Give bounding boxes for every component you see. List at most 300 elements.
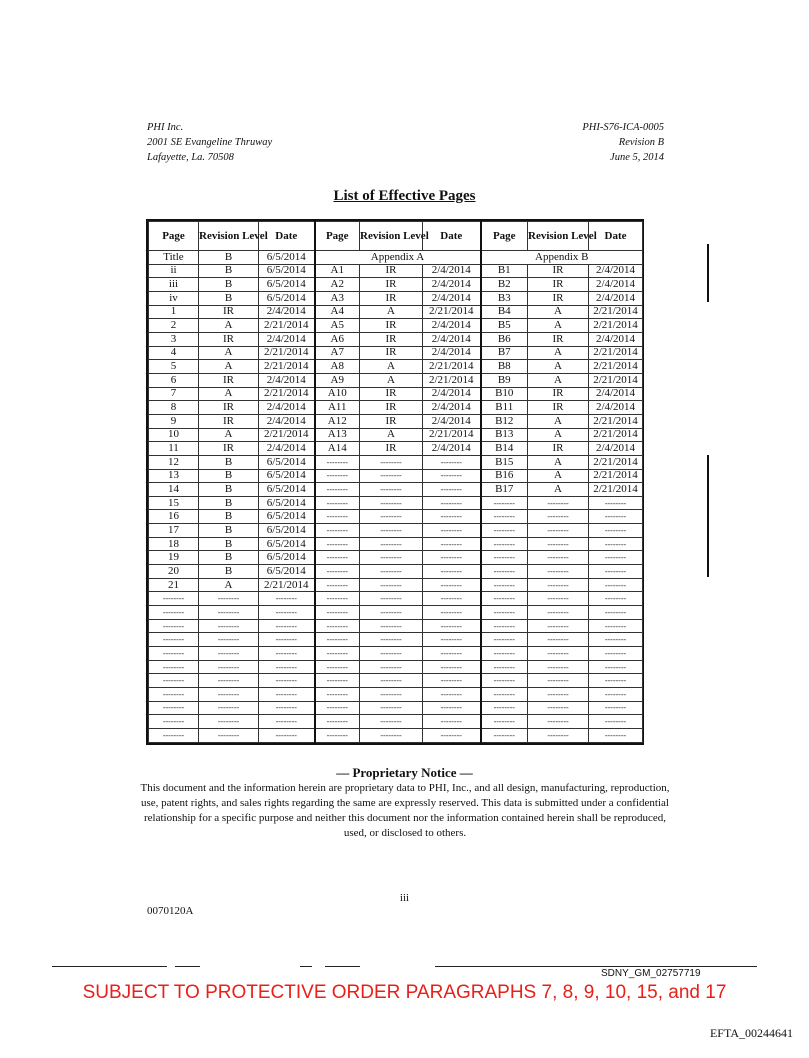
company-name: PHI Inc. bbox=[147, 122, 184, 133]
table-cell: -------- bbox=[199, 619, 259, 633]
table-cell: -------- bbox=[423, 688, 481, 702]
table-cell: -------- bbox=[315, 496, 360, 510]
table-cell: 2/4/2014 bbox=[589, 442, 643, 456]
table-cell: 2/4/2014 bbox=[589, 401, 643, 415]
table-cell: 5 bbox=[149, 360, 199, 374]
table-cell: A bbox=[528, 428, 589, 442]
table-cell: iii bbox=[149, 278, 199, 292]
table-cell: -------- bbox=[149, 674, 199, 688]
appendix-heading-cell: Appendix B bbox=[481, 251, 643, 265]
table-cell: -------- bbox=[481, 496, 528, 510]
table-cell: -------- bbox=[528, 551, 589, 565]
table-cell: -------- bbox=[360, 469, 423, 483]
table-row bbox=[149, 647, 643, 661]
table-cell: 2/4/2014 bbox=[423, 401, 481, 415]
table-cell: B15 bbox=[481, 455, 528, 469]
table-cell: -------- bbox=[528, 688, 589, 702]
table-cell: -------- bbox=[360, 660, 423, 674]
table-cell: -------- bbox=[589, 660, 643, 674]
table-cell: IR bbox=[360, 278, 423, 292]
table-cell: -------- bbox=[360, 483, 423, 497]
table-cell: -------- bbox=[528, 510, 589, 524]
table-row bbox=[149, 619, 643, 633]
footer-rule bbox=[325, 966, 360, 967]
table-cell: 2/21/2014 bbox=[589, 319, 643, 333]
table-cell: 14 bbox=[149, 483, 199, 497]
table-cell: -------- bbox=[315, 510, 360, 524]
table-cell: -------- bbox=[360, 578, 423, 592]
table-cell: B17 bbox=[481, 483, 528, 497]
table-cell: IR bbox=[199, 305, 259, 319]
table-cell: A bbox=[528, 305, 589, 319]
doc-date: June 5, 2014 bbox=[610, 152, 664, 163]
table-cell: -------- bbox=[149, 660, 199, 674]
table-cell: -------- bbox=[315, 483, 360, 497]
table-cell: ii bbox=[149, 264, 199, 278]
table-cell: IR bbox=[199, 401, 259, 415]
table-cell: 6/5/2014 bbox=[259, 278, 315, 292]
table-cell: -------- bbox=[315, 592, 360, 606]
table-cell: B bbox=[199, 565, 259, 579]
footer-rule bbox=[175, 966, 200, 967]
table-cell: B7 bbox=[481, 346, 528, 360]
table-cell: -------- bbox=[199, 592, 259, 606]
table-body bbox=[149, 251, 643, 743]
table-cell: 2/4/2014 bbox=[589, 291, 643, 305]
table-cell: 6/5/2014 bbox=[259, 291, 315, 305]
table-cell: -------- bbox=[315, 524, 360, 538]
table-cell: -------- bbox=[423, 674, 481, 688]
table-cell: B8 bbox=[481, 360, 528, 374]
table-cell: -------- bbox=[315, 688, 360, 702]
table-cell: A bbox=[199, 346, 259, 360]
table-cell: B bbox=[199, 483, 259, 497]
table-cell: B2 bbox=[481, 278, 528, 292]
table-row bbox=[149, 578, 643, 592]
table-cell: -------- bbox=[589, 674, 643, 688]
table-cell: -------- bbox=[528, 606, 589, 620]
table-cell: -------- bbox=[589, 633, 643, 647]
table-cell: -------- bbox=[360, 633, 423, 647]
table-row bbox=[149, 701, 643, 715]
table-cell: 2/4/2014 bbox=[259, 332, 315, 346]
col-header: Page bbox=[481, 222, 528, 251]
table-cell: A bbox=[528, 360, 589, 374]
table-cell: A bbox=[528, 414, 589, 428]
table-cell: -------- bbox=[423, 537, 481, 551]
table-row bbox=[149, 728, 643, 742]
table-row bbox=[149, 319, 643, 333]
table-cell: -------- bbox=[589, 606, 643, 620]
table-cell: 2/4/2014 bbox=[589, 332, 643, 346]
table-cell: 6/5/2014 bbox=[259, 251, 315, 265]
table-cell: -------- bbox=[199, 701, 259, 715]
table-row bbox=[149, 674, 643, 688]
table-cell: 2/4/2014 bbox=[589, 278, 643, 292]
table-cell: -------- bbox=[259, 674, 315, 688]
table-cell: iv bbox=[149, 291, 199, 305]
table-row bbox=[149, 606, 643, 620]
table-cell: 2/4/2014 bbox=[423, 346, 481, 360]
table-cell: -------- bbox=[423, 633, 481, 647]
table-row bbox=[149, 278, 643, 292]
bates-number: SDNY_GM_02757719 bbox=[601, 968, 701, 979]
table-cell: B bbox=[199, 251, 259, 265]
company-city: Lafayette, La. 70508 bbox=[147, 152, 234, 163]
table-cell: -------- bbox=[481, 701, 528, 715]
table-cell: A bbox=[360, 305, 423, 319]
table-cell: B bbox=[199, 510, 259, 524]
table-cell: -------- bbox=[589, 510, 643, 524]
table-cell: 6/5/2014 bbox=[259, 264, 315, 278]
table-cell: A3 bbox=[315, 291, 360, 305]
table-cell: -------- bbox=[360, 647, 423, 661]
table-cell: A bbox=[199, 387, 259, 401]
table-cell: -------- bbox=[481, 578, 528, 592]
table-cell: -------- bbox=[481, 510, 528, 524]
header-right bbox=[582, 120, 664, 165]
table-cell: 2/21/2014 bbox=[423, 428, 481, 442]
table-cell: 2/4/2014 bbox=[589, 387, 643, 401]
table-cell: -------- bbox=[315, 606, 360, 620]
table-cell: IR bbox=[199, 442, 259, 456]
table-cell: 2/21/2014 bbox=[423, 360, 481, 374]
table-cell: -------- bbox=[423, 715, 481, 729]
table-cell: -------- bbox=[360, 592, 423, 606]
table-cell: -------- bbox=[423, 578, 481, 592]
table-cell: -------- bbox=[315, 469, 360, 483]
table-row bbox=[149, 660, 643, 674]
table-cell: 2/21/2014 bbox=[589, 414, 643, 428]
table-row bbox=[149, 428, 643, 442]
table-cell: IR bbox=[360, 346, 423, 360]
table-cell: IR bbox=[360, 401, 423, 415]
table-row bbox=[149, 510, 643, 524]
table-row bbox=[149, 346, 643, 360]
table-cell: 2/21/2014 bbox=[259, 578, 315, 592]
table-cell: -------- bbox=[589, 524, 643, 538]
table-cell: 6/5/2014 bbox=[259, 469, 315, 483]
table-cell: -------- bbox=[199, 715, 259, 729]
table-cell: -------- bbox=[423, 619, 481, 633]
table-cell: IR bbox=[528, 332, 589, 346]
table-cell: -------- bbox=[481, 660, 528, 674]
table-cell: -------- bbox=[589, 701, 643, 715]
table-cell: -------- bbox=[528, 619, 589, 633]
table-cell: A bbox=[199, 360, 259, 374]
table-cell: -------- bbox=[259, 688, 315, 702]
table-cell: 2/21/2014 bbox=[589, 360, 643, 374]
table-cell: IR bbox=[360, 442, 423, 456]
table-cell: -------- bbox=[528, 592, 589, 606]
col-header: Page bbox=[315, 222, 360, 251]
table-cell: -------- bbox=[149, 606, 199, 620]
table-cell: B bbox=[199, 455, 259, 469]
table-cell: -------- bbox=[315, 619, 360, 633]
table-cell: A bbox=[360, 428, 423, 442]
table-cell: -------- bbox=[360, 565, 423, 579]
table-cell: -------- bbox=[315, 537, 360, 551]
table-cell: 2/21/2014 bbox=[589, 305, 643, 319]
table-cell: -------- bbox=[528, 524, 589, 538]
doc-revision: Revision B bbox=[618, 137, 664, 148]
col-header: Date bbox=[589, 222, 643, 251]
doc-id: PHI-S76-ICA-0005 bbox=[582, 122, 664, 133]
table-cell: IR bbox=[528, 442, 589, 456]
table-cell: -------- bbox=[149, 592, 199, 606]
table-cell: -------- bbox=[199, 647, 259, 661]
table-cell: -------- bbox=[528, 701, 589, 715]
table-cell: A12 bbox=[315, 414, 360, 428]
table-cell: B4 bbox=[481, 305, 528, 319]
table-cell: -------- bbox=[360, 524, 423, 538]
table-cell: -------- bbox=[589, 537, 643, 551]
table-cell: Title bbox=[149, 251, 199, 265]
table-cell: -------- bbox=[589, 728, 643, 742]
table-cell: B bbox=[199, 291, 259, 305]
table-cell: -------- bbox=[528, 633, 589, 647]
table-cell: -------- bbox=[423, 524, 481, 538]
table-cell: 2/4/2014 bbox=[423, 278, 481, 292]
table-cell: -------- bbox=[528, 660, 589, 674]
table-cell: -------- bbox=[423, 496, 481, 510]
footer-rule bbox=[435, 966, 757, 967]
table-cell: 2/4/2014 bbox=[423, 332, 481, 346]
table-cell: 4 bbox=[149, 346, 199, 360]
table-cell: -------- bbox=[199, 674, 259, 688]
table-cell: 2/21/2014 bbox=[589, 373, 643, 387]
table-cell: 2/21/2014 bbox=[423, 305, 481, 319]
table-cell: A bbox=[528, 346, 589, 360]
table-cell: -------- bbox=[259, 647, 315, 661]
col-header: Date bbox=[259, 222, 315, 251]
table-row bbox=[149, 401, 643, 415]
table-cell: -------- bbox=[315, 715, 360, 729]
revision-change-bar bbox=[707, 455, 709, 577]
table-row bbox=[149, 688, 643, 702]
table-row bbox=[149, 373, 643, 387]
table-cell: IR bbox=[528, 291, 589, 305]
table-cell: 17 bbox=[149, 524, 199, 538]
table-cell: B3 bbox=[481, 291, 528, 305]
table-cell: A bbox=[360, 373, 423, 387]
table-cell: 2/21/2014 bbox=[589, 455, 643, 469]
table-cell: -------- bbox=[528, 715, 589, 729]
revision-change-bar bbox=[707, 244, 709, 302]
table-cell: -------- bbox=[423, 483, 481, 497]
table-cell: -------- bbox=[360, 496, 423, 510]
table-cell: 2/4/2014 bbox=[423, 387, 481, 401]
table-cell: -------- bbox=[589, 578, 643, 592]
table-cell: IR bbox=[360, 264, 423, 278]
table-row bbox=[149, 264, 643, 278]
table-cell: -------- bbox=[315, 647, 360, 661]
table-cell: -------- bbox=[589, 688, 643, 702]
table-cell: -------- bbox=[481, 619, 528, 633]
table-cell: 6/5/2014 bbox=[259, 537, 315, 551]
table-cell: 20 bbox=[149, 565, 199, 579]
table-cell: A8 bbox=[315, 360, 360, 374]
table-cell: -------- bbox=[589, 647, 643, 661]
table-cell: B bbox=[199, 469, 259, 483]
table-cell: -------- bbox=[481, 592, 528, 606]
table-cell: 7 bbox=[149, 387, 199, 401]
table-row bbox=[149, 442, 643, 456]
table-row bbox=[149, 715, 643, 729]
table-cell: -------- bbox=[360, 728, 423, 742]
table-cell: IR bbox=[528, 387, 589, 401]
table-cell: -------- bbox=[259, 715, 315, 729]
table-cell: -------- bbox=[360, 510, 423, 524]
table-row bbox=[149, 455, 643, 469]
table-cell: -------- bbox=[315, 633, 360, 647]
table-cell: 8 bbox=[149, 401, 199, 415]
table-row bbox=[149, 291, 643, 305]
table-cell: -------- bbox=[481, 551, 528, 565]
table-cell: -------- bbox=[423, 701, 481, 715]
table-cell: -------- bbox=[199, 728, 259, 742]
table-cell: 12 bbox=[149, 455, 199, 469]
table-cell: -------- bbox=[423, 455, 481, 469]
table-cell: 18 bbox=[149, 537, 199, 551]
table-cell: 2/4/2014 bbox=[423, 442, 481, 456]
table-cell: IR bbox=[360, 414, 423, 428]
table-cell: B bbox=[199, 264, 259, 278]
table-cell: 2/21/2014 bbox=[589, 483, 643, 497]
table-cell: 2/4/2014 bbox=[259, 414, 315, 428]
table-cell: IR bbox=[360, 319, 423, 333]
table-cell: -------- bbox=[423, 728, 481, 742]
table-cell: -------- bbox=[423, 469, 481, 483]
table-cell: 2/21/2014 bbox=[589, 469, 643, 483]
table-cell: 2/4/2014 bbox=[259, 401, 315, 415]
table-cell: 16 bbox=[149, 510, 199, 524]
table-cell: B5 bbox=[481, 319, 528, 333]
table-cell: 6/5/2014 bbox=[259, 455, 315, 469]
table-cell: IR bbox=[528, 401, 589, 415]
table-cell: -------- bbox=[360, 551, 423, 565]
table-cell: 2/4/2014 bbox=[259, 373, 315, 387]
table-cell: -------- bbox=[481, 688, 528, 702]
table-cell: A7 bbox=[315, 346, 360, 360]
table-cell: A bbox=[199, 428, 259, 442]
header-left bbox=[147, 120, 272, 165]
table-cell: -------- bbox=[481, 524, 528, 538]
table-cell: -------- bbox=[315, 728, 360, 742]
table-cell: 6/5/2014 bbox=[259, 551, 315, 565]
table-cell: 2/21/2014 bbox=[259, 387, 315, 401]
table-cell: B10 bbox=[481, 387, 528, 401]
table-cell: 19 bbox=[149, 551, 199, 565]
table-cell: A5 bbox=[315, 319, 360, 333]
table-cell: B bbox=[199, 524, 259, 538]
table-cell: B bbox=[199, 537, 259, 551]
table-cell: -------- bbox=[589, 592, 643, 606]
table-cell: A bbox=[360, 360, 423, 374]
table-cell: -------- bbox=[423, 551, 481, 565]
table-cell: IR bbox=[199, 332, 259, 346]
table-cell: -------- bbox=[360, 688, 423, 702]
table-cell: -------- bbox=[423, 647, 481, 661]
table-cell: -------- bbox=[199, 606, 259, 620]
table-cell: -------- bbox=[259, 701, 315, 715]
table-cell: -------- bbox=[259, 660, 315, 674]
table-cell: B9 bbox=[481, 373, 528, 387]
table-row bbox=[149, 469, 643, 483]
table-cell: IR bbox=[199, 373, 259, 387]
table-cell: B12 bbox=[481, 414, 528, 428]
table-cell: A bbox=[528, 469, 589, 483]
table-cell: A bbox=[528, 319, 589, 333]
table-cell: IR bbox=[199, 414, 259, 428]
table-cell: 3 bbox=[149, 332, 199, 346]
col-header: Revision Level bbox=[199, 222, 259, 251]
table-cell: A11 bbox=[315, 401, 360, 415]
page-number: iii bbox=[399, 892, 410, 904]
table-cell: 6/5/2014 bbox=[259, 496, 315, 510]
table-cell: A6 bbox=[315, 332, 360, 346]
table-cell: -------- bbox=[199, 688, 259, 702]
table-cell: -------- bbox=[481, 537, 528, 551]
table-cell: -------- bbox=[589, 551, 643, 565]
proprietary-notice-body: This document and the information herein are proprietary data to PHI, Inc., and all design, manufacturing, reproduction, use, patent rights, and sales rights regarding the same are expressly reserved. This data is submitted under a confidential relationship for a specific purpose and neither this document nor the information contained herein shall be reproduced, used, or disclosed to others. bbox=[140, 782, 670, 839]
table-cell: -------- bbox=[423, 510, 481, 524]
table-cell: A bbox=[528, 483, 589, 497]
table-cell: -------- bbox=[589, 496, 643, 510]
table-cell: -------- bbox=[315, 455, 360, 469]
table-cell: -------- bbox=[528, 565, 589, 579]
table-cell: -------- bbox=[423, 565, 481, 579]
table-cell: IR bbox=[360, 291, 423, 305]
table-header-row bbox=[149, 222, 643, 251]
table-row bbox=[149, 483, 643, 497]
table-cell: 9 bbox=[149, 414, 199, 428]
table-cell: -------- bbox=[528, 496, 589, 510]
table-cell: 11 bbox=[149, 442, 199, 456]
table-cell: A bbox=[199, 578, 259, 592]
table-cell: -------- bbox=[315, 660, 360, 674]
table-cell: A1 bbox=[315, 264, 360, 278]
table-cell: -------- bbox=[481, 674, 528, 688]
table-cell: -------- bbox=[481, 715, 528, 729]
table-cell: -------- bbox=[149, 619, 199, 633]
table-row bbox=[149, 537, 643, 551]
appendix-heading-cell: Appendix A bbox=[315, 251, 481, 265]
table-cell: -------- bbox=[528, 674, 589, 688]
table-cell: B14 bbox=[481, 442, 528, 456]
table-cell: IR bbox=[360, 387, 423, 401]
table-cell: -------- bbox=[360, 606, 423, 620]
table-cell: A bbox=[528, 373, 589, 387]
table-cell: 2/4/2014 bbox=[423, 291, 481, 305]
table-cell: -------- bbox=[423, 592, 481, 606]
table-row bbox=[149, 332, 643, 346]
table-cell: -------- bbox=[360, 701, 423, 715]
table-cell: -------- bbox=[528, 537, 589, 551]
table-cell: -------- bbox=[149, 728, 199, 742]
table-cell: -------- bbox=[528, 578, 589, 592]
table-cell: -------- bbox=[360, 674, 423, 688]
table-cell: -------- bbox=[149, 715, 199, 729]
table-cell: A10 bbox=[315, 387, 360, 401]
table-cell: 6/5/2014 bbox=[259, 483, 315, 497]
table-cell: -------- bbox=[199, 660, 259, 674]
table-cell: B1 bbox=[481, 264, 528, 278]
table-cell: IR bbox=[528, 278, 589, 292]
efta-number: EFTA_00244641 bbox=[709, 1026, 793, 1040]
table-row bbox=[149, 360, 643, 374]
col-header: Revision Level bbox=[360, 222, 423, 251]
